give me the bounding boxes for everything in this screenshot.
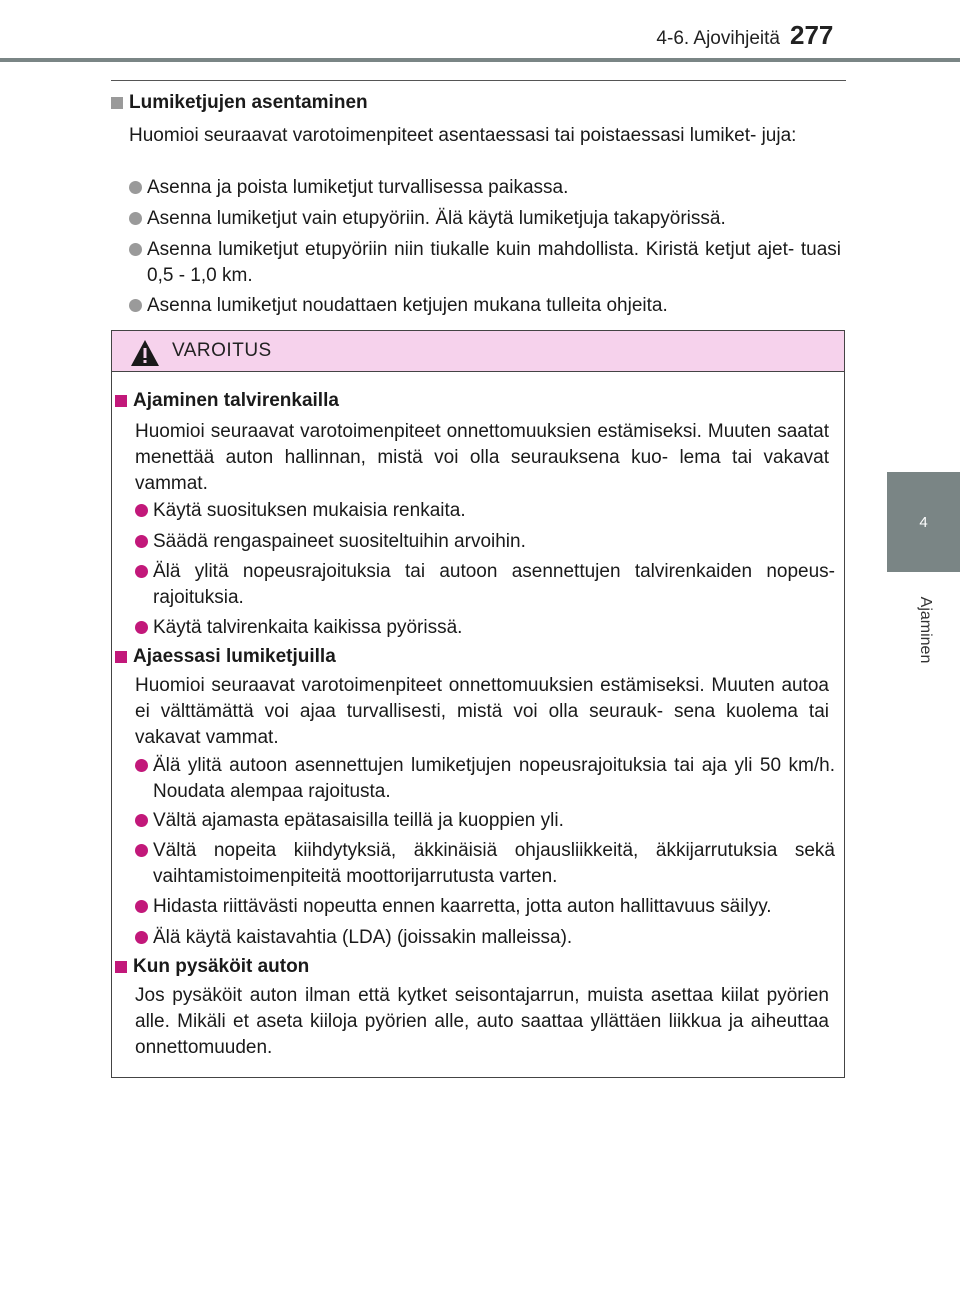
header-rule <box>0 58 960 62</box>
list-item: Asenna lumiketjut etupyöriin niin tiukalle kuin mahdollista. Kiristä ketjut ajet- tuasi 0,5 - 1,0 km. <box>129 237 841 289</box>
bullet-dot-icon <box>135 759 148 772</box>
warning-section-heading: Ajaminen talvirenkailla <box>115 390 339 412</box>
list-item: Käytä talvirenkaita kaikissa pyörissä. <box>135 615 835 641</box>
square-bullet-icon <box>111 97 123 109</box>
square-bullet-icon <box>115 961 127 973</box>
intro-heading <box>111 92 368 114</box>
list-item: Älä ylitä autoon asennettujen lumiketjujen nopeusrajoituksia tai aja yli 50 km/h. Noudata alempaa rajoitusta. <box>135 753 835 805</box>
chapter-tab <box>887 472 960 572</box>
square-bullet-icon <box>115 395 127 407</box>
list-item: Käytä suosituksen mukaisia renkaita. <box>135 498 835 524</box>
bullet-dot-icon <box>129 212 142 225</box>
bullet-dot-icon <box>135 504 148 517</box>
warning-section-heading: Kun pysäköit auton <box>115 956 309 978</box>
warning-section-text: Jos pysäköit auton ilman että kytket seisontajarrun, muista asettaa kiilat pyörien alle. Mikäli et aseta kiiloja pyörien alle, auto saattaa yllättäen liikkua ja aiheuttaa onnettomuuden. <box>135 985 829 1058</box>
list-item: Hidasta riittävästi nopeutta ennen kaarretta, jotta auton hallittavuus säilyy. <box>135 894 835 920</box>
warning-title: VAROITUS <box>172 340 272 361</box>
bullet-dot-icon <box>135 814 148 827</box>
warning-section-text: Huomioi seuraavat varotoimenpiteet onnettomuuksien estämiseksi. Muuten saatat menettää auton hallinnan, mistä voi olla seurauksena kuo- lema tai vakavat vammat. <box>135 421 829 494</box>
list-item: Asenna lumiketjut vain etupyöriin. Älä käytä lumiketjuja takapyörissä. <box>129 206 841 232</box>
list-item: Asenna lumiketjut noudattaen ketjujen mukana tulleita ohjeita. <box>129 293 841 319</box>
bullet-dot-icon <box>135 931 148 944</box>
bullet-dot-icon <box>135 621 148 634</box>
list-item: Säädä rengaspaineet suositeltuihin arvoihin. <box>135 529 835 555</box>
list-item: Älä ylitä nopeusrajoituksia tai autoon asennettujen talvirenkaiden nopeus- rajoituksia. <box>135 559 835 611</box>
section-title: 4-6. Ajovihjeitä <box>656 28 780 49</box>
chapter-label: Ajaminen <box>917 596 934 664</box>
warning-triangle-icon <box>130 339 160 367</box>
warning-header <box>112 331 844 372</box>
bullet-dot-icon <box>135 900 148 913</box>
bullet-dot-icon <box>129 243 142 256</box>
intro-heading-text: Lumiketjujen asentaminen <box>129 92 368 113</box>
warning-section-heading: Ajaessasi lumiketjuilla <box>115 646 336 668</box>
list-item: Älä käytä kaistavahtia (LDA) (joissakin malleissa). <box>135 925 835 951</box>
chapter-number: 4 <box>919 513 928 531</box>
list-item: Vältä nopeita kiihdytyksiä, äkkinäisiä ohjausliikkeitä, äkkijarrutuksia sekä vaihtamistoimenpiteitä moottorijarrutusta varten. <box>135 838 835 890</box>
page-number: 277 <box>790 20 834 50</box>
list-item: Asenna ja poista lumiketjut turvallisessa paikassa. <box>129 175 841 201</box>
bullet-dot-icon <box>129 299 142 312</box>
square-bullet-icon <box>115 651 127 663</box>
bullet-dot-icon <box>135 565 148 578</box>
bullet-dot-icon <box>135 535 148 548</box>
content-rule <box>111 80 846 81</box>
bullet-dot-icon <box>135 844 148 857</box>
bullet-dot-icon <box>129 181 142 194</box>
list-item: Vältä ajamasta epätasaisilla teillä ja kuoppien yli. <box>135 808 835 834</box>
warning-section-text: Huomioi seuraavat varotoimenpiteet onnettomuuksien estämiseksi. Muuten autoa ei välttämättä voi ajaa turvallisesti, mistä voi olla seurauk- sena kuolema tai vakavat vammat. <box>135 675 829 748</box>
intro-text: Huomioi seuraavat varotoimenpiteet asentaessasi tai poistaessasi lumiket- juja: <box>129 125 797 146</box>
